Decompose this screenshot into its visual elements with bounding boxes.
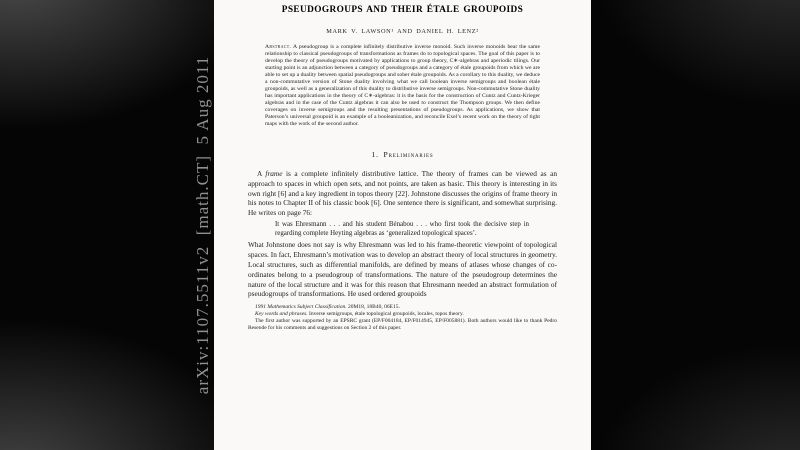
frame-term-italic: frame bbox=[265, 169, 283, 178]
block-quote: It was Ehresmann . . . and his student Bénabou . . . who first took the decisive step in regarding complete Heyting algebras as ‘generalized topological spaces’. bbox=[275, 220, 529, 238]
paragraph-text: A bbox=[257, 169, 266, 178]
footnote-keywords-label: Key words and phrases. bbox=[255, 311, 308, 318]
paper-title: PSEUDOGROUPS AND THEIR ÉTALE GROUPOIDS bbox=[281, 5, 524, 15]
abstract-label: Abstract. bbox=[265, 44, 292, 50]
arxiv-watermark-text: arXiv:1107.5511v2 [math.CT] 5 Aug 2011 bbox=[193, 55, 212, 395]
footnote-msc bbox=[248, 304, 557, 311]
footnote-msc-text: 20M18, 18B40, 06E15. bbox=[346, 304, 400, 311]
footnote-acknowledgements: The first author was supported by an EPSRC grant (EP/F004184, EP/F014945, EP/F005881). Both authors would like to thank Pedro Resende for his comments and suggestions on Section 2 of this paper. bbox=[248, 318, 557, 332]
section-heading-preliminaries: 1. Preliminaries bbox=[371, 150, 434, 159]
paper-authors: MARK V. LAWSON¹ AND DANIEL H. LENZ² bbox=[326, 28, 479, 35]
footnote-keywords-text: Inverse semigroups, étale topological groupoids, locales, topos theory. bbox=[307, 311, 464, 318]
footnotes-block bbox=[248, 304, 557, 332]
body-paragraph-1 bbox=[248, 169, 557, 218]
body-paragraph-2: What Johnstone does not say is why Ehresmann was led to his frame-theoretic viewpoint of topological spaces. In fact, Ehresmann’s motivation was to develop an abstract theory of local structures in geometry. Local structures, such as differential manifolds, are defined by means of atlases whose changes of co-ordinates belong to a pseudogroup of transformations. The nature of the pseudogroup determines the nature of the local structure and it was for this reason that Ehresmann needed an abstract formulation of pseudogroups of transformations. He used ordered groupoids bbox=[248, 240, 557, 299]
paper-abstract bbox=[265, 44, 540, 128]
paragraph-text: is a complete infinitely distributive lattice. The theory of frames can be viewed as an approach to spaces in which open sets, and not points, are taken as basic. This theory is interesting in its own right [6] and a key ingredient in topos theory [22]. Johnstone discusses the origins of frame theory in his notes to Chapter II of his classic book [6]. One sentence there is significant, and somewhat surprising. He writes on page 76: bbox=[248, 169, 557, 218]
footnote-msc-label: 1991 Mathematics Subject Classification. bbox=[255, 304, 347, 311]
paper-page bbox=[214, 0, 591, 450]
abstract-text: A pseudogroup is a complete infinitely distributive inverse monoid. Such inverse monoids bear the same relationship to classical pseudogroups of transformations as frames do to topological spaces. The goal of this paper is to develop the theory of pseudogroups motivated by applications to group theory, C∗-algebras and aperiodic tilings. Our starting point is an adjunction between a category of pseudogroups and a category of étale groupoids from which we are able to set up a duality between spatial pseudogroups and sober étale groupoids. As a corollary to this duality, we deduce a non-commutative version of Stone duality involving what we call boolean inverse semigroups and boolean étale groupoids, as well as a generalization of this duality to distributive inverse semigroups. Non-commutative Stone duality has important applications in the theory of C∗-algebras: it is the basis for the construction of Cuntz and Cuntz-Krieger algebras and in the case of the Cuntz algebras it can also be used to construct the Thompson groups. We then define coverages on inverse semigroups and the resulting presentations of pseudogroups. As applications, we show that Paterson’s universal groupoid is an example of a booleanization, and reconcile Exel’s recent work on the theory of tight maps with the work of the second author. bbox=[265, 44, 540, 127]
